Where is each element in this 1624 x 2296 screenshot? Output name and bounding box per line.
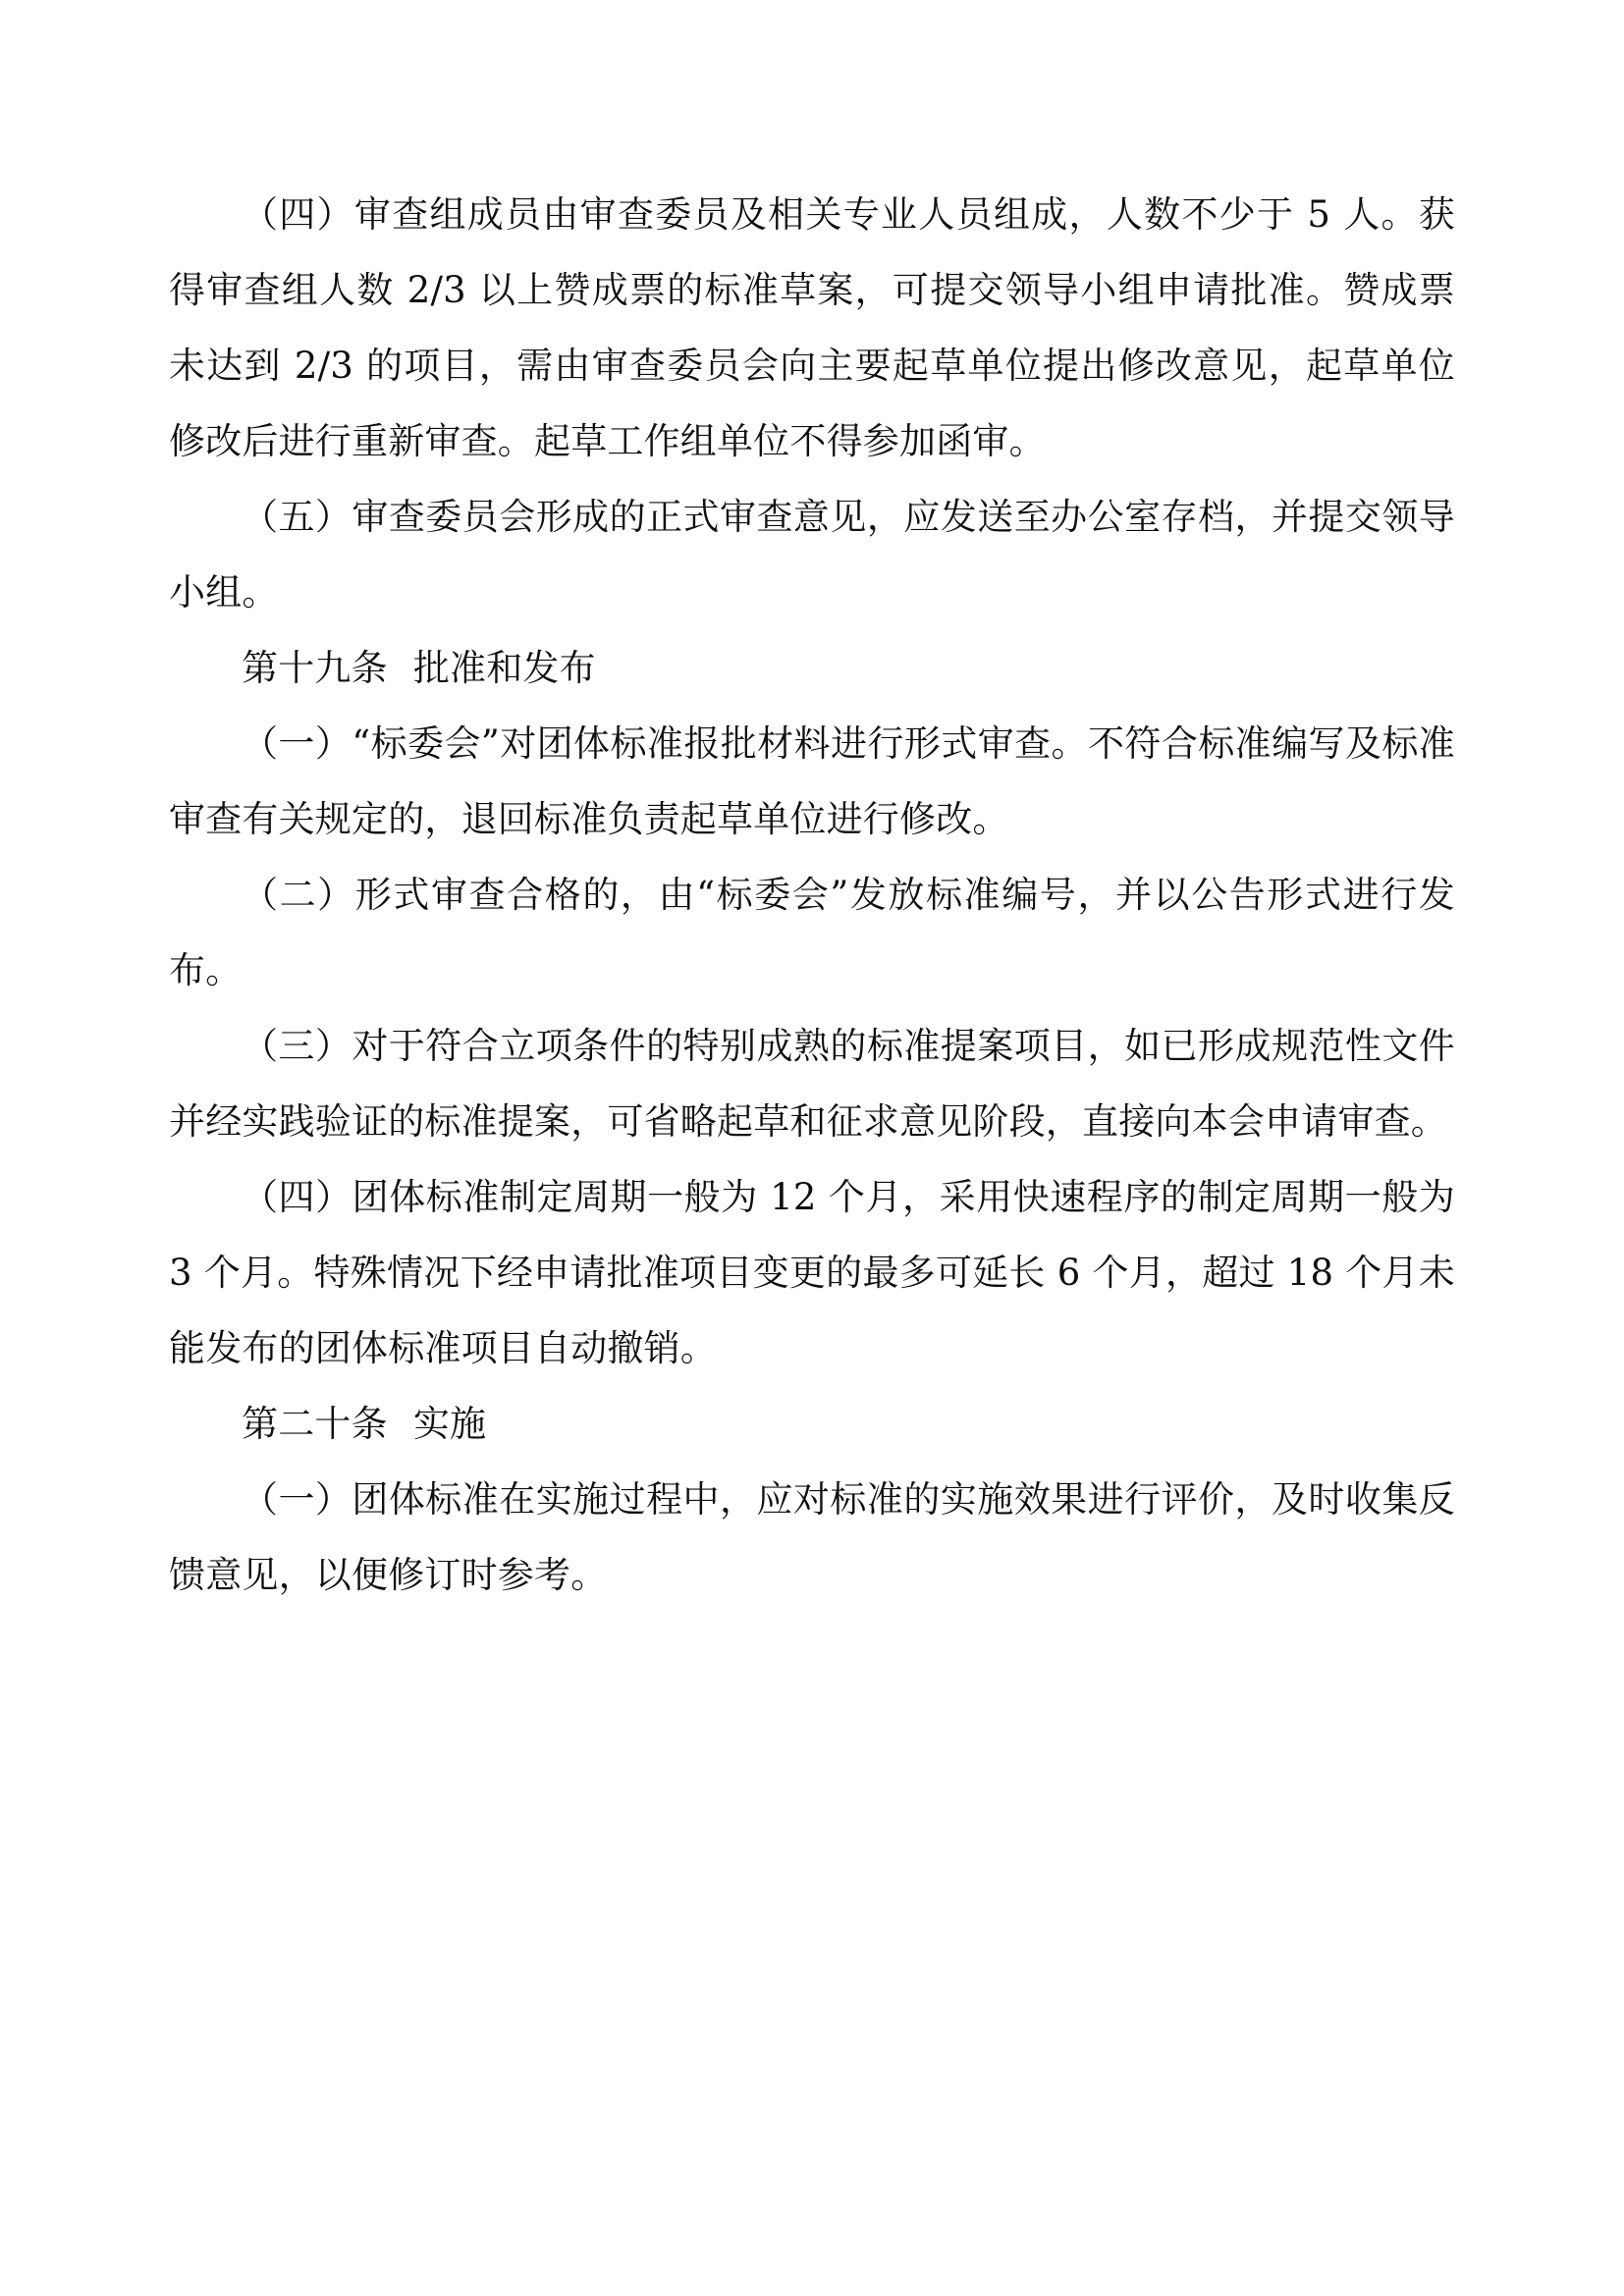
paragraph-article19-item4: （四）审查组成员由审查委员及相关专业人员组成，人数不少于 5 人。获得审查组人数 2/3 以上赞成票的标准草案，可提交领导小组申请批准。赞成票未达到 2/3 的项目，需由审查委员会向主要起草单位提出修改意见，起草单位修改后进行重新审查。起草工作组单位不得参加函审。 bbox=[169, 193, 1455, 462]
heading-article-20-title: 实施 bbox=[412, 1403, 487, 1445]
heading-article-19-number: 第十九条 bbox=[242, 647, 388, 689]
heading-article-19 bbox=[169, 630, 1455, 706]
paragraph-article20-item1: （一）团体标准在实施过程中，应对标准的实施效果进行评价，及时收集反馈意见，以便修订时参考。 bbox=[169, 1478, 1455, 1596]
paragraph-article19-approval-item4: （四）团体标准制定周期一般为 12 个月，采用快速程序的制定周期一般为 3 个月。特殊情况下经申请批准项目变更的最多可延长 6 个月，超过 18 个月未能发布的团体标准项目自动撤销。 bbox=[169, 1176, 1455, 1369]
heading-article-20 bbox=[169, 1386, 1455, 1462]
heading-article-19-title: 批准和发布 bbox=[412, 647, 596, 689]
paragraph-article19-approval-item1: （一）“标委会”对团体标准报批材料进行形式审查。不符合标准编写及标准审查有关规定的，退回标准负责起草单位进行修改。 bbox=[169, 722, 1455, 840]
paragraph-article19-item5: （五）审查委员会形成的正式审查意见，应发送至办公室存档，并提交领导小组。 bbox=[169, 496, 1455, 614]
heading-article-20-number: 第二十条 bbox=[242, 1403, 388, 1445]
paragraph-article19-approval-item2: （二）形式审查合格的，由“标委会”发放标准编号，并以公告形式进行发布。 bbox=[169, 874, 1455, 991]
paragraph-article19-approval-item3: （三）对于符合立项条件的特别成熟的标准提案项目，如已形成规范性文件并经实践验证的标准提案，可省略起草和征求意见阶段，直接向本会申请审查。 bbox=[169, 1025, 1455, 1143]
page-text-body bbox=[169, 177, 1455, 1613]
